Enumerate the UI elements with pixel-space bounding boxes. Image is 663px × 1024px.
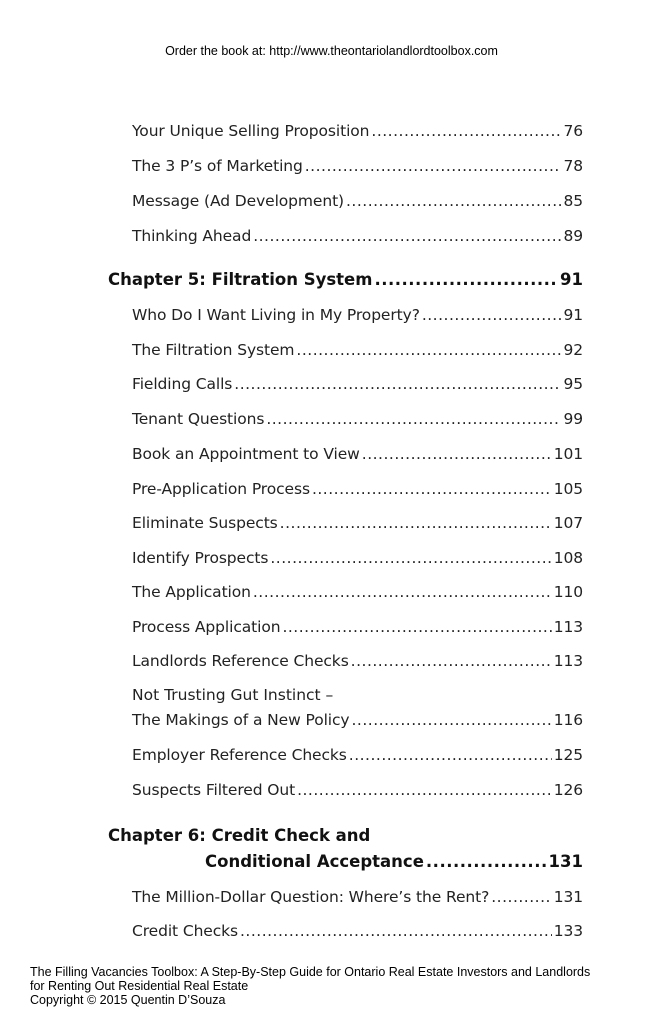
toc-entry-page: 108 xyxy=(553,549,583,567)
toc-entry-title: Eliminate Suspects xyxy=(132,514,278,532)
toc-entry-title: Fielding Calls xyxy=(132,375,233,393)
toc-entry-page: 95 xyxy=(563,375,583,393)
toc-entry-title: The Application xyxy=(132,583,251,601)
toc-entry xyxy=(132,306,583,324)
toc-entry xyxy=(132,583,583,601)
toc-entry xyxy=(132,746,583,764)
footer-book-title-line1: The Filling Vacancies Toolbox: A Step-By-Step Guide for Ontario Real Estate Investors and Landlords xyxy=(30,965,591,979)
dot-leader xyxy=(346,192,561,210)
dot-leader xyxy=(280,514,552,532)
dot-leader xyxy=(349,746,552,764)
dot-leader xyxy=(282,618,551,636)
page-header: Order the book at: http://www.theontariolandlordtoolbox.com xyxy=(165,44,498,58)
toc-chapter-page: 131 xyxy=(548,852,583,871)
dot-leader xyxy=(371,122,561,140)
toc-entry-title: Employer Reference Checks xyxy=(132,746,347,764)
toc-entry xyxy=(132,549,583,567)
toc-entry-title: Credit Checks xyxy=(132,922,238,940)
dot-leader xyxy=(297,781,552,799)
dot-leader xyxy=(270,549,551,567)
toc-entry-title: Your Unique Selling Proposition xyxy=(132,122,370,140)
toc-entry xyxy=(132,122,583,140)
toc-entry xyxy=(132,192,583,210)
toc-entry-title: Suspects Filtered Out xyxy=(132,781,296,799)
toc-entry-page: 113 xyxy=(553,618,583,636)
toc-entry-page: 116 xyxy=(553,711,583,729)
toc-chapter-5 xyxy=(108,270,583,289)
toc-entry-page: 89 xyxy=(563,227,583,245)
toc-entry-page: 99 xyxy=(563,410,583,428)
dot-leader xyxy=(296,341,561,359)
dot-leader xyxy=(362,445,552,463)
page-footer xyxy=(30,965,650,1007)
toc-entry xyxy=(132,618,583,636)
toc-entry xyxy=(132,888,583,906)
toc-entry-page: 133 xyxy=(553,922,583,940)
toc-entry-page: 85 xyxy=(563,192,583,210)
toc-entry xyxy=(132,514,583,532)
toc-chapter-page: 91 xyxy=(560,270,583,289)
toc-entry-title: Book an Appointment to View xyxy=(132,445,360,463)
toc-entry xyxy=(132,341,583,359)
dot-leader xyxy=(351,652,552,670)
toc-entry-title: Process Application xyxy=(132,618,281,636)
toc-chapter-6-line1: Chapter 6: Credit Check and xyxy=(108,826,371,845)
toc-entry-title: Message (Ad Development) xyxy=(132,192,344,210)
toc-entry-title: Tenant Questions xyxy=(132,410,265,428)
toc-chapter-6 xyxy=(205,852,583,871)
toc-entry-title: The Filtration System xyxy=(132,341,295,359)
toc-entry-page: 105 xyxy=(553,480,583,498)
toc-chapter-title: Chapter 5: Filtration System xyxy=(108,270,373,289)
toc-entry-title: Pre-Application Process xyxy=(132,480,310,498)
dot-leader xyxy=(305,157,562,175)
toc-entry-page: 92 xyxy=(563,341,583,359)
toc-entry-title: Who Do I Want Living in My Property? xyxy=(132,306,420,324)
dot-leader xyxy=(491,888,551,906)
toc-entry xyxy=(132,781,583,799)
dot-leader xyxy=(422,306,562,324)
toc-chapter-title: Conditional Acceptance xyxy=(205,852,424,871)
toc-entry xyxy=(132,375,583,393)
toc-entry-page: 107 xyxy=(553,514,583,532)
toc-entry xyxy=(132,711,583,729)
toc-entry xyxy=(132,922,583,940)
toc-entry-page: 101 xyxy=(553,445,583,463)
dot-leader xyxy=(253,583,552,601)
dot-leader xyxy=(374,270,558,289)
toc-entry xyxy=(132,445,583,463)
toc-entry-page: 125 xyxy=(553,746,583,764)
toc-entry-page: 76 xyxy=(563,122,583,140)
dot-leader xyxy=(426,852,547,871)
dot-leader xyxy=(253,227,561,245)
toc-entry xyxy=(132,410,583,428)
toc-entry-title: Identify Prospects xyxy=(132,549,269,567)
toc-entry-title: The Million-Dollar Question: Where’s the Rent? xyxy=(132,888,490,906)
toc-entry-page: 78 xyxy=(563,157,583,175)
toc-entry-page: 126 xyxy=(553,781,583,799)
toc-entry xyxy=(132,227,583,245)
dot-leader xyxy=(234,375,561,393)
toc-entry xyxy=(132,157,583,175)
toc-entry-title: Landlords Reference Checks xyxy=(132,652,349,670)
footer-copyright: Copyright © 2015 Quentin D’Souza xyxy=(30,993,226,1007)
dot-leader xyxy=(352,711,552,729)
footer-book-title-line2: for Renting Out Residential Real Estate xyxy=(30,979,249,993)
toc-entry-title: Thinking Ahead xyxy=(132,227,252,245)
toc-entry xyxy=(132,480,583,498)
dot-leader xyxy=(266,410,561,428)
dot-leader xyxy=(240,922,552,940)
toc-entry xyxy=(132,652,583,670)
toc-entry-title: The 3 P’s of Marketing xyxy=(132,157,303,175)
dot-leader xyxy=(312,480,552,498)
toc-entry-page: 131 xyxy=(553,888,583,906)
toc-entry-title: The Makings of a New Policy xyxy=(132,711,350,729)
toc-entry-title-line1: Not Trusting Gut Instinct – xyxy=(132,686,334,704)
toc-entry-page: 113 xyxy=(553,652,583,670)
toc-entry-page: 91 xyxy=(563,306,583,324)
toc-entry-page: 110 xyxy=(553,583,583,601)
